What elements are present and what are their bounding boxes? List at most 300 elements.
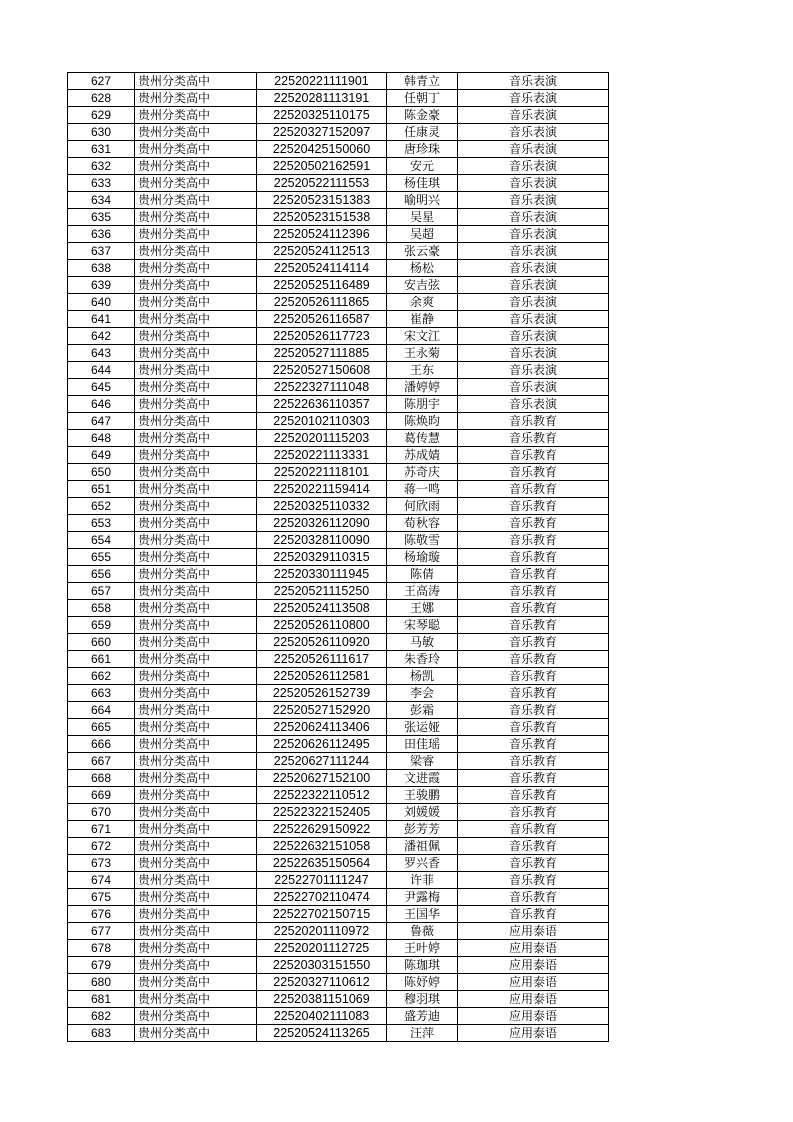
student-name-cell: 朱香玲 bbox=[387, 651, 458, 668]
table-row bbox=[68, 515, 609, 532]
exam-id-cell: 22520221113331 bbox=[257, 447, 387, 464]
row-number-cell: 633 bbox=[68, 175, 135, 192]
row-number-cell: 657 bbox=[68, 583, 135, 600]
table-row bbox=[68, 141, 609, 158]
school-type-cell: 贵州分类高中 bbox=[135, 838, 257, 855]
exam-id-cell: 22522636110357 bbox=[257, 396, 387, 413]
school-type-cell: 贵州分类高中 bbox=[135, 821, 257, 838]
exam-id-cell: 22520381151069 bbox=[257, 991, 387, 1008]
exam-id-cell: 22520201115203 bbox=[257, 430, 387, 447]
school-type-cell: 贵州分类高中 bbox=[135, 634, 257, 651]
student-name-cell: 尹露梅 bbox=[387, 889, 458, 906]
row-number-cell: 673 bbox=[68, 855, 135, 872]
school-type-cell: 贵州分类高中 bbox=[135, 311, 257, 328]
row-number-cell: 664 bbox=[68, 702, 135, 719]
table-row bbox=[68, 549, 609, 566]
table-row bbox=[68, 260, 609, 277]
school-type-cell: 贵州分类高中 bbox=[135, 141, 257, 158]
table-row bbox=[68, 107, 609, 124]
major-cell: 音乐表演 bbox=[458, 226, 609, 243]
student-name-cell: 潘祖佩 bbox=[387, 838, 458, 855]
row-number-cell: 677 bbox=[68, 923, 135, 940]
exam-id-cell: 22520329110315 bbox=[257, 549, 387, 566]
exam-id-cell: 22520327110612 bbox=[257, 974, 387, 991]
exam-id-cell: 22520524112396 bbox=[257, 226, 387, 243]
major-cell: 音乐表演 bbox=[458, 328, 609, 345]
student-name-cell: 杨佳琪 bbox=[387, 175, 458, 192]
row-number-cell: 672 bbox=[68, 838, 135, 855]
student-name-cell: 吴星 bbox=[387, 209, 458, 226]
major-cell: 音乐表演 bbox=[458, 311, 609, 328]
table-row bbox=[68, 209, 609, 226]
major-cell: 音乐教育 bbox=[458, 719, 609, 736]
school-type-cell: 贵州分类高中 bbox=[135, 651, 257, 668]
major-cell: 音乐教育 bbox=[458, 532, 609, 549]
table-row bbox=[68, 175, 609, 192]
school-type-cell: 贵州分类高中 bbox=[135, 379, 257, 396]
row-number-cell: 637 bbox=[68, 243, 135, 260]
table-row bbox=[68, 957, 609, 974]
exam-id-cell: 22520526110800 bbox=[257, 617, 387, 634]
major-cell: 音乐教育 bbox=[458, 549, 609, 566]
school-type-cell: 贵州分类高中 bbox=[135, 702, 257, 719]
table-row bbox=[68, 413, 609, 430]
exam-id-cell: 22520327152097 bbox=[257, 124, 387, 141]
school-type-cell: 贵州分类高中 bbox=[135, 889, 257, 906]
school-type-cell: 贵州分类高中 bbox=[135, 413, 257, 430]
major-cell: 音乐教育 bbox=[458, 515, 609, 532]
school-type-cell: 贵州分类高中 bbox=[135, 1008, 257, 1025]
row-number-cell: 646 bbox=[68, 396, 135, 413]
exam-id-cell: 22520281113191 bbox=[257, 90, 387, 107]
exam-id-cell: 22520524113508 bbox=[257, 600, 387, 617]
student-name-cell: 罗兴香 bbox=[387, 855, 458, 872]
major-cell: 音乐教育 bbox=[458, 413, 609, 430]
major-cell: 音乐教育 bbox=[458, 753, 609, 770]
row-number-cell: 640 bbox=[68, 294, 135, 311]
exam-id-cell: 22520624113406 bbox=[257, 719, 387, 736]
table-row bbox=[68, 804, 609, 821]
table-row bbox=[68, 600, 609, 617]
row-number-cell: 628 bbox=[68, 90, 135, 107]
table-row bbox=[68, 226, 609, 243]
table-row bbox=[68, 651, 609, 668]
school-type-cell: 贵州分类高中 bbox=[135, 787, 257, 804]
student-name-cell: 喻明兴 bbox=[387, 192, 458, 209]
table-row bbox=[68, 617, 609, 634]
student-name-cell: 彭霜 bbox=[387, 702, 458, 719]
school-type-cell: 贵州分类高中 bbox=[135, 90, 257, 107]
major-cell: 音乐表演 bbox=[458, 175, 609, 192]
major-cell: 音乐教育 bbox=[458, 481, 609, 498]
student-name-cell: 陈金豪 bbox=[387, 107, 458, 124]
student-name-cell: 鲁薇 bbox=[387, 923, 458, 940]
row-number-cell: 655 bbox=[68, 549, 135, 566]
row-number-cell: 630 bbox=[68, 124, 135, 141]
major-cell: 音乐表演 bbox=[458, 294, 609, 311]
school-type-cell: 贵州分类高中 bbox=[135, 243, 257, 260]
student-name-cell: 陈倩 bbox=[387, 566, 458, 583]
school-type-cell: 贵州分类高中 bbox=[135, 362, 257, 379]
student-name-cell: 穆羽琪 bbox=[387, 991, 458, 1008]
exam-id-cell: 22522322110512 bbox=[257, 787, 387, 804]
table-row bbox=[68, 872, 609, 889]
exam-id-cell: 22520325110175 bbox=[257, 107, 387, 124]
student-name-cell: 王叶婷 bbox=[387, 940, 458, 957]
table-row bbox=[68, 328, 609, 345]
major-cell: 音乐表演 bbox=[458, 141, 609, 158]
major-cell: 音乐教育 bbox=[458, 702, 609, 719]
major-cell: 音乐表演 bbox=[458, 158, 609, 175]
row-number-cell: 675 bbox=[68, 889, 135, 906]
exam-id-cell: 22520402111083 bbox=[257, 1008, 387, 1025]
major-cell: 音乐教育 bbox=[458, 634, 609, 651]
exam-id-cell: 22520330111945 bbox=[257, 566, 387, 583]
row-number-cell: 649 bbox=[68, 447, 135, 464]
table-row bbox=[68, 855, 609, 872]
table-row bbox=[68, 702, 609, 719]
school-type-cell: 贵州分类高中 bbox=[135, 600, 257, 617]
row-number-cell: 667 bbox=[68, 753, 135, 770]
student-name-cell: 任朝丁 bbox=[387, 90, 458, 107]
school-type-cell: 贵州分类高中 bbox=[135, 974, 257, 991]
major-cell: 音乐教育 bbox=[458, 447, 609, 464]
exam-id-cell: 22520328110090 bbox=[257, 532, 387, 549]
table-row bbox=[68, 685, 609, 702]
school-type-cell: 贵州分类高中 bbox=[135, 430, 257, 447]
table-row bbox=[68, 379, 609, 396]
major-cell: 音乐教育 bbox=[458, 430, 609, 447]
school-type-cell: 贵州分类高中 bbox=[135, 226, 257, 243]
row-number-cell: 636 bbox=[68, 226, 135, 243]
student-name-cell: 余爽 bbox=[387, 294, 458, 311]
row-number-cell: 648 bbox=[68, 430, 135, 447]
row-number-cell: 651 bbox=[68, 481, 135, 498]
student-name-cell: 安吉弦 bbox=[387, 277, 458, 294]
school-type-cell: 贵州分类高中 bbox=[135, 124, 257, 141]
school-type-cell: 贵州分类高中 bbox=[135, 719, 257, 736]
table-row bbox=[68, 991, 609, 1008]
school-type-cell: 贵州分类高中 bbox=[135, 855, 257, 872]
row-number-cell: 635 bbox=[68, 209, 135, 226]
major-cell: 音乐表演 bbox=[458, 362, 609, 379]
table-row bbox=[68, 787, 609, 804]
exam-id-cell: 22520526111617 bbox=[257, 651, 387, 668]
row-number-cell: 641 bbox=[68, 311, 135, 328]
student-name-cell: 何欣雨 bbox=[387, 498, 458, 515]
row-number-cell: 642 bbox=[68, 328, 135, 345]
school-type-cell: 贵州分类高中 bbox=[135, 872, 257, 889]
table-row bbox=[68, 889, 609, 906]
student-name-cell: 马敏 bbox=[387, 634, 458, 651]
major-cell: 音乐教育 bbox=[458, 770, 609, 787]
student-name-cell: 张云豪 bbox=[387, 243, 458, 260]
exam-id-cell: 22522629150922 bbox=[257, 821, 387, 838]
row-number-cell: 632 bbox=[68, 158, 135, 175]
table-row bbox=[68, 311, 609, 328]
major-cell: 音乐表演 bbox=[458, 192, 609, 209]
major-cell: 音乐教育 bbox=[458, 787, 609, 804]
student-name-cell: 崔静 bbox=[387, 311, 458, 328]
major-cell: 音乐教育 bbox=[458, 600, 609, 617]
exam-id-cell: 22520523151383 bbox=[257, 192, 387, 209]
student-name-cell: 刘媛媛 bbox=[387, 804, 458, 821]
table-row bbox=[68, 1025, 609, 1042]
table-row bbox=[68, 770, 609, 787]
major-cell: 音乐教育 bbox=[458, 889, 609, 906]
student-name-cell: 苏奇庆 bbox=[387, 464, 458, 481]
school-type-cell: 贵州分类高中 bbox=[135, 753, 257, 770]
table-row bbox=[68, 430, 609, 447]
major-cell: 应用泰语 bbox=[458, 991, 609, 1008]
row-number-cell: 639 bbox=[68, 277, 135, 294]
student-name-cell: 唐珍珠 bbox=[387, 141, 458, 158]
major-cell: 音乐教育 bbox=[458, 838, 609, 855]
row-number-cell: 645 bbox=[68, 379, 135, 396]
table-row bbox=[68, 481, 609, 498]
student-name-cell: 苏成婧 bbox=[387, 447, 458, 464]
table-row bbox=[68, 821, 609, 838]
student-name-cell: 陈珈琪 bbox=[387, 957, 458, 974]
exam-id-cell: 22520221159414 bbox=[257, 481, 387, 498]
major-cell: 音乐教育 bbox=[458, 498, 609, 515]
row-number-cell: 659 bbox=[68, 617, 135, 634]
major-cell: 音乐教育 bbox=[458, 617, 609, 634]
student-name-cell: 王高涛 bbox=[387, 583, 458, 600]
exam-id-cell: 22520303151550 bbox=[257, 957, 387, 974]
major-cell: 音乐表演 bbox=[458, 209, 609, 226]
row-number-cell: 671 bbox=[68, 821, 135, 838]
school-type-cell: 贵州分类高中 bbox=[135, 736, 257, 753]
exam-id-cell: 22522327111048 bbox=[257, 379, 387, 396]
student-name-cell: 王东 bbox=[387, 362, 458, 379]
table-row bbox=[68, 736, 609, 753]
exam-id-cell: 22520527111885 bbox=[257, 345, 387, 362]
major-cell: 音乐表演 bbox=[458, 379, 609, 396]
row-number-cell: 644 bbox=[68, 362, 135, 379]
table-row bbox=[68, 294, 609, 311]
exam-id-cell: 22520526110920 bbox=[257, 634, 387, 651]
exam-id-cell: 22522632151058 bbox=[257, 838, 387, 855]
major-cell: 应用泰语 bbox=[458, 1008, 609, 1025]
student-name-cell: 杨凯 bbox=[387, 668, 458, 685]
row-number-cell: 658 bbox=[68, 600, 135, 617]
school-type-cell: 贵州分类高中 bbox=[135, 277, 257, 294]
major-cell: 应用泰语 bbox=[458, 974, 609, 991]
table-row bbox=[68, 906, 609, 923]
table-row bbox=[68, 719, 609, 736]
school-type-cell: 贵州分类高中 bbox=[135, 209, 257, 226]
exam-id-cell: 22520326112090 bbox=[257, 515, 387, 532]
exam-id-cell: 22520102110303 bbox=[257, 413, 387, 430]
table-row bbox=[68, 90, 609, 107]
table-row bbox=[68, 668, 609, 685]
major-cell: 应用泰语 bbox=[458, 957, 609, 974]
school-type-cell: 贵州分类高中 bbox=[135, 804, 257, 821]
major-cell: 音乐教育 bbox=[458, 668, 609, 685]
table-row bbox=[68, 838, 609, 855]
student-name-cell: 宋琴聪 bbox=[387, 617, 458, 634]
exam-id-cell: 22520221111901 bbox=[257, 73, 387, 90]
student-name-cell: 王骏鹏 bbox=[387, 787, 458, 804]
table-row bbox=[68, 396, 609, 413]
exam-id-cell: 22520425150060 bbox=[257, 141, 387, 158]
school-type-cell: 贵州分类高中 bbox=[135, 260, 257, 277]
exam-id-cell: 22520502162591 bbox=[257, 158, 387, 175]
school-type-cell: 贵州分类高中 bbox=[135, 549, 257, 566]
row-number-cell: 662 bbox=[68, 668, 135, 685]
student-name-cell: 王娜 bbox=[387, 600, 458, 617]
major-cell: 音乐教育 bbox=[458, 566, 609, 583]
school-type-cell: 贵州分类高中 bbox=[135, 498, 257, 515]
student-name-cell: 文进霞 bbox=[387, 770, 458, 787]
row-number-cell: 629 bbox=[68, 107, 135, 124]
table-row bbox=[68, 464, 609, 481]
school-type-cell: 贵州分类高中 bbox=[135, 396, 257, 413]
row-number-cell: 668 bbox=[68, 770, 135, 787]
school-type-cell: 贵州分类高中 bbox=[135, 770, 257, 787]
exam-id-cell: 22520201110972 bbox=[257, 923, 387, 940]
row-number-cell: 682 bbox=[68, 1008, 135, 1025]
row-number-cell: 660 bbox=[68, 634, 135, 651]
table-row bbox=[68, 158, 609, 175]
school-type-cell: 贵州分类高中 bbox=[135, 991, 257, 1008]
major-cell: 音乐表演 bbox=[458, 107, 609, 124]
exam-id-cell: 22520521115250 bbox=[257, 583, 387, 600]
major-cell: 音乐教育 bbox=[458, 906, 609, 923]
exam-id-cell: 22520627152100 bbox=[257, 770, 387, 787]
school-type-cell: 贵州分类高中 bbox=[135, 566, 257, 583]
school-type-cell: 贵州分类高中 bbox=[135, 515, 257, 532]
exam-id-cell: 22520626112495 bbox=[257, 736, 387, 753]
major-cell: 音乐教育 bbox=[458, 651, 609, 668]
student-name-cell: 宋文江 bbox=[387, 328, 458, 345]
major-cell: 应用泰语 bbox=[458, 923, 609, 940]
exam-id-cell: 22520527150608 bbox=[257, 362, 387, 379]
major-cell: 音乐教育 bbox=[458, 464, 609, 481]
student-name-cell: 彭芳芳 bbox=[387, 821, 458, 838]
table-row bbox=[68, 974, 609, 991]
table-row bbox=[68, 583, 609, 600]
school-type-cell: 贵州分类高中 bbox=[135, 668, 257, 685]
row-number-cell: 683 bbox=[68, 1025, 135, 1042]
exam-id-cell: 22520221118101 bbox=[257, 464, 387, 481]
row-number-cell: 670 bbox=[68, 804, 135, 821]
student-name-cell: 蒋一鸣 bbox=[387, 481, 458, 498]
student-name-cell: 许菲 bbox=[387, 872, 458, 889]
table-body bbox=[68, 73, 609, 1042]
major-cell: 音乐教育 bbox=[458, 736, 609, 753]
school-type-cell: 贵州分类高中 bbox=[135, 957, 257, 974]
student-name-cell: 潘婷婷 bbox=[387, 379, 458, 396]
major-cell: 音乐教育 bbox=[458, 583, 609, 600]
major-cell: 音乐教育 bbox=[458, 872, 609, 889]
school-type-cell: 贵州分类高中 bbox=[135, 73, 257, 90]
school-type-cell: 贵州分类高中 bbox=[135, 158, 257, 175]
row-number-cell: 627 bbox=[68, 73, 135, 90]
exam-id-cell: 22520526111865 bbox=[257, 294, 387, 311]
exam-id-cell: 22520527152920 bbox=[257, 702, 387, 719]
row-number-cell: 638 bbox=[68, 260, 135, 277]
major-cell: 音乐教育 bbox=[458, 821, 609, 838]
table-row bbox=[68, 634, 609, 651]
school-type-cell: 贵州分类高中 bbox=[135, 192, 257, 209]
row-number-cell: 661 bbox=[68, 651, 135, 668]
student-name-cell: 杨瑜璇 bbox=[387, 549, 458, 566]
table-row bbox=[68, 923, 609, 940]
table-row bbox=[68, 362, 609, 379]
major-cell: 音乐表演 bbox=[458, 260, 609, 277]
row-number-cell: 653 bbox=[68, 515, 135, 532]
admission-list-table bbox=[67, 72, 609, 1042]
student-name-cell: 张运娅 bbox=[387, 719, 458, 736]
student-name-cell: 陈敬雪 bbox=[387, 532, 458, 549]
row-number-cell: 665 bbox=[68, 719, 135, 736]
exam-id-cell: 22520524114114 bbox=[257, 260, 387, 277]
row-number-cell: 631 bbox=[68, 141, 135, 158]
student-name-cell: 汪萍 bbox=[387, 1025, 458, 1042]
student-name-cell: 王国华 bbox=[387, 906, 458, 923]
exam-id-cell: 22522702110474 bbox=[257, 889, 387, 906]
school-type-cell: 贵州分类高中 bbox=[135, 532, 257, 549]
table-row bbox=[68, 753, 609, 770]
student-name-cell: 梁睿 bbox=[387, 753, 458, 770]
major-cell: 应用泰语 bbox=[458, 1025, 609, 1042]
table-row bbox=[68, 940, 609, 957]
school-type-cell: 贵州分类高中 bbox=[135, 583, 257, 600]
table-row bbox=[68, 277, 609, 294]
school-type-cell: 贵州分类高中 bbox=[135, 685, 257, 702]
major-cell: 音乐表演 bbox=[458, 345, 609, 362]
student-name-cell: 陈焕昀 bbox=[387, 413, 458, 430]
student-name-cell: 任康灵 bbox=[387, 124, 458, 141]
exam-id-cell: 22520524112513 bbox=[257, 243, 387, 260]
school-type-cell: 贵州分类高中 bbox=[135, 447, 257, 464]
school-type-cell: 贵州分类高中 bbox=[135, 294, 257, 311]
school-type-cell: 贵州分类高中 bbox=[135, 481, 257, 498]
table-row bbox=[68, 192, 609, 209]
student-name-cell: 荀秋容 bbox=[387, 515, 458, 532]
major-cell: 音乐表演 bbox=[458, 396, 609, 413]
school-type-cell: 贵州分类高中 bbox=[135, 328, 257, 345]
exam-id-cell: 22522701111247 bbox=[257, 872, 387, 889]
row-number-cell: 656 bbox=[68, 566, 135, 583]
table-row bbox=[68, 73, 609, 90]
table-row bbox=[68, 1008, 609, 1025]
student-name-cell: 田佳瑶 bbox=[387, 736, 458, 753]
major-cell: 音乐表演 bbox=[458, 243, 609, 260]
row-number-cell: 652 bbox=[68, 498, 135, 515]
school-type-cell: 贵州分类高中 bbox=[135, 107, 257, 124]
row-number-cell: 676 bbox=[68, 906, 135, 923]
table-row bbox=[68, 566, 609, 583]
row-number-cell: 669 bbox=[68, 787, 135, 804]
row-number-cell: 681 bbox=[68, 991, 135, 1008]
exam-id-cell: 22522702150715 bbox=[257, 906, 387, 923]
school-type-cell: 贵州分类高中 bbox=[135, 345, 257, 362]
student-name-cell: 吴超 bbox=[387, 226, 458, 243]
exam-id-cell: 22520325110332 bbox=[257, 498, 387, 515]
exam-id-cell: 22522635150564 bbox=[257, 855, 387, 872]
row-number-cell: 666 bbox=[68, 736, 135, 753]
school-type-cell: 贵州分类高中 bbox=[135, 617, 257, 634]
major-cell: 音乐表演 bbox=[458, 90, 609, 107]
row-number-cell: 643 bbox=[68, 345, 135, 362]
row-number-cell: 679 bbox=[68, 957, 135, 974]
row-number-cell: 647 bbox=[68, 413, 135, 430]
major-cell: 音乐表演 bbox=[458, 277, 609, 294]
table-row bbox=[68, 498, 609, 515]
